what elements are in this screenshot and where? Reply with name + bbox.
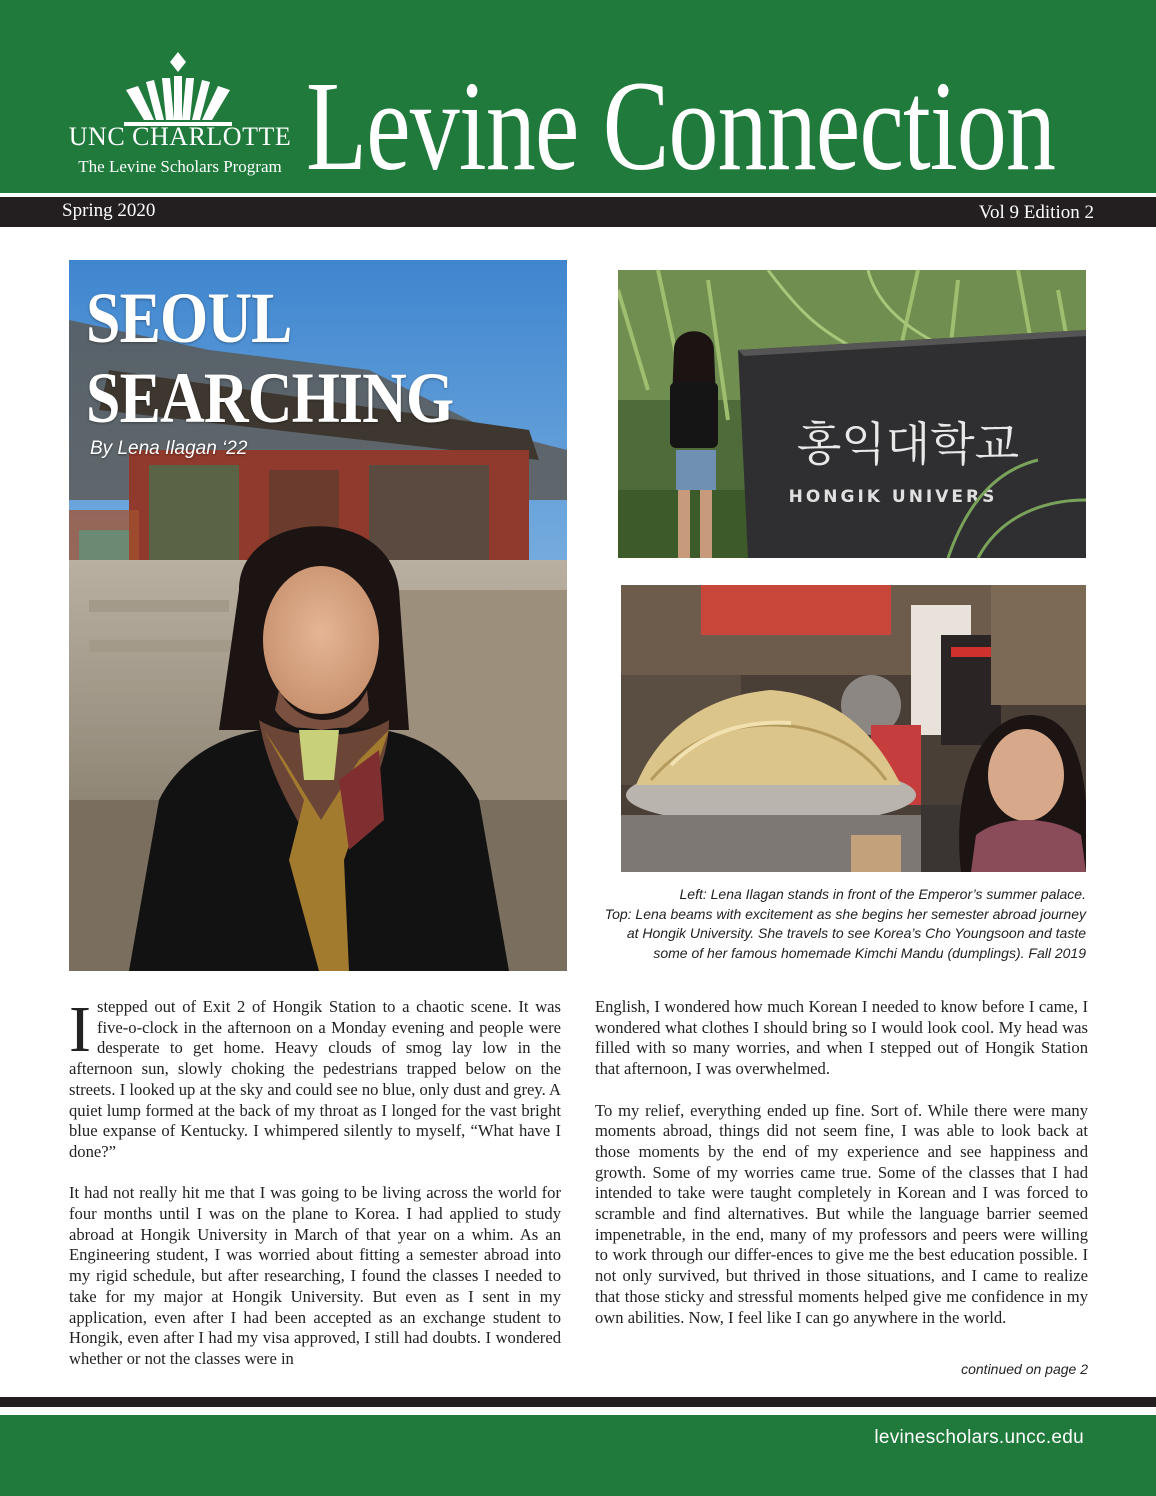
caption-line: Top: Lena beams with excitement as she begins her semester abroad journey <box>604 905 1086 922</box>
article-column-right <box>595 997 1088 1349</box>
article-title <box>86 278 453 438</box>
hongik-university-photo <box>618 270 1086 558</box>
brand-subtitle: The Levine Scholars Program <box>78 157 282 176</box>
article-paragraph: English, I wondered how much Korean I needed to know before I came, I wondered what clothes I should bring so I would look cool. My head was filled with so many worries, and when I stepped out of Hongik Station that afternoon, I was overwhelmed. <box>595 997 1088 1079</box>
caption-line: some of her famous homemade Kimchi Mandu (dumplings). Fall 2019 <box>653 944 1086 961</box>
issue-season: Spring 2020 <box>62 200 156 221</box>
caption-line: Left: Lena Ilagan stands in front of the Emperor’s summer palace. <box>679 886 1086 902</box>
article-title-line-2: SEARCHING <box>86 358 454 438</box>
hongik-sign-korean: 홍익대학교 <box>796 417 1020 471</box>
issue-number: Vol 9 Edition 2 <box>978 202 1094 223</box>
caption-line: at Hongik University. She travels to see Korea’s Cho Youngsoon and taste <box>626 925 1086 941</box>
hongik-sign-english: HONGIK UNIVERS <box>788 487 998 507</box>
article-paragraph: To my relief, everything ended up fine. Sort of. While there were many moments abroad, things did not seem fine, I was able to look back at those moments by the end of my experience and see happiness and growth. Some of my worries came true. Some of the classes that I had intended to take were taught completely in Korean and I was forced to scramble and find alternatives. But while the language barrier seemed impenetrable, in the end, many of my professors and peers were willing to work through our differ-ences to give me the best education possible. I not only survived, but thrived in those situations, and I came to realize that those sticky and stressful moments helped give me confidence in my own abilities. Now, I feel like I can go anywhere in the world. <box>595 1100 1088 1327</box>
newsletter-title: Levine Connection <box>306 55 1056 197</box>
footer-rule <box>0 1397 1156 1407</box>
drop-cap: I <box>69 993 91 1066</box>
article-column-left <box>69 993 561 1390</box>
continued-note: continued on page 2 <box>961 1361 1088 1377</box>
article-byline: By Lena Ilagan ‘22 <box>90 438 248 459</box>
article-paragraph: Istepped out of Exit 2 of Hongik Station to a chaotic scene. It was five-o-clock in the afternoon on a Monday evening and people were desperate to get home. Heavy clouds of smog lay low in the afternoon sun, slowly choking the pedestrians trapped below on the streets. I looked up at the sky and could see no blue, only dust and grey. A quiet lump formed at the back of my throat as I longed for the vast bright blue expanse of Kentucky. I whimpered silently to myself, “What have I done?” <box>69 993 561 1161</box>
unc-charlotte-crown-logo <box>118 50 238 128</box>
article-title-line-1: SEOUL <box>86 278 292 358</box>
photo-caption <box>600 885 1086 963</box>
market-dumplings-photo <box>621 585 1086 872</box>
website-link[interactable]: levinescholars.uncc.edu <box>874 1427 1084 1448</box>
article-paragraph: It had not really hit me that I was going to be living across the world for four months until I was on the plane to Korea. I had applied to study abroad at Hongik University in March of that year on a whim. As an Engineering student, I was worried about fitting a semester abroad into my rigid schedule, but after researching, I found the classes I needed to take for my major at Hongik University. But even as I sent in my application, even after I had been accepted as an exchange student to Hongik, even after I had my visa approved, I still had doubts. I wondered whether or not the classes were in <box>69 1183 561 1368</box>
brand-name: UNC CHARLOTTE <box>68 122 292 151</box>
